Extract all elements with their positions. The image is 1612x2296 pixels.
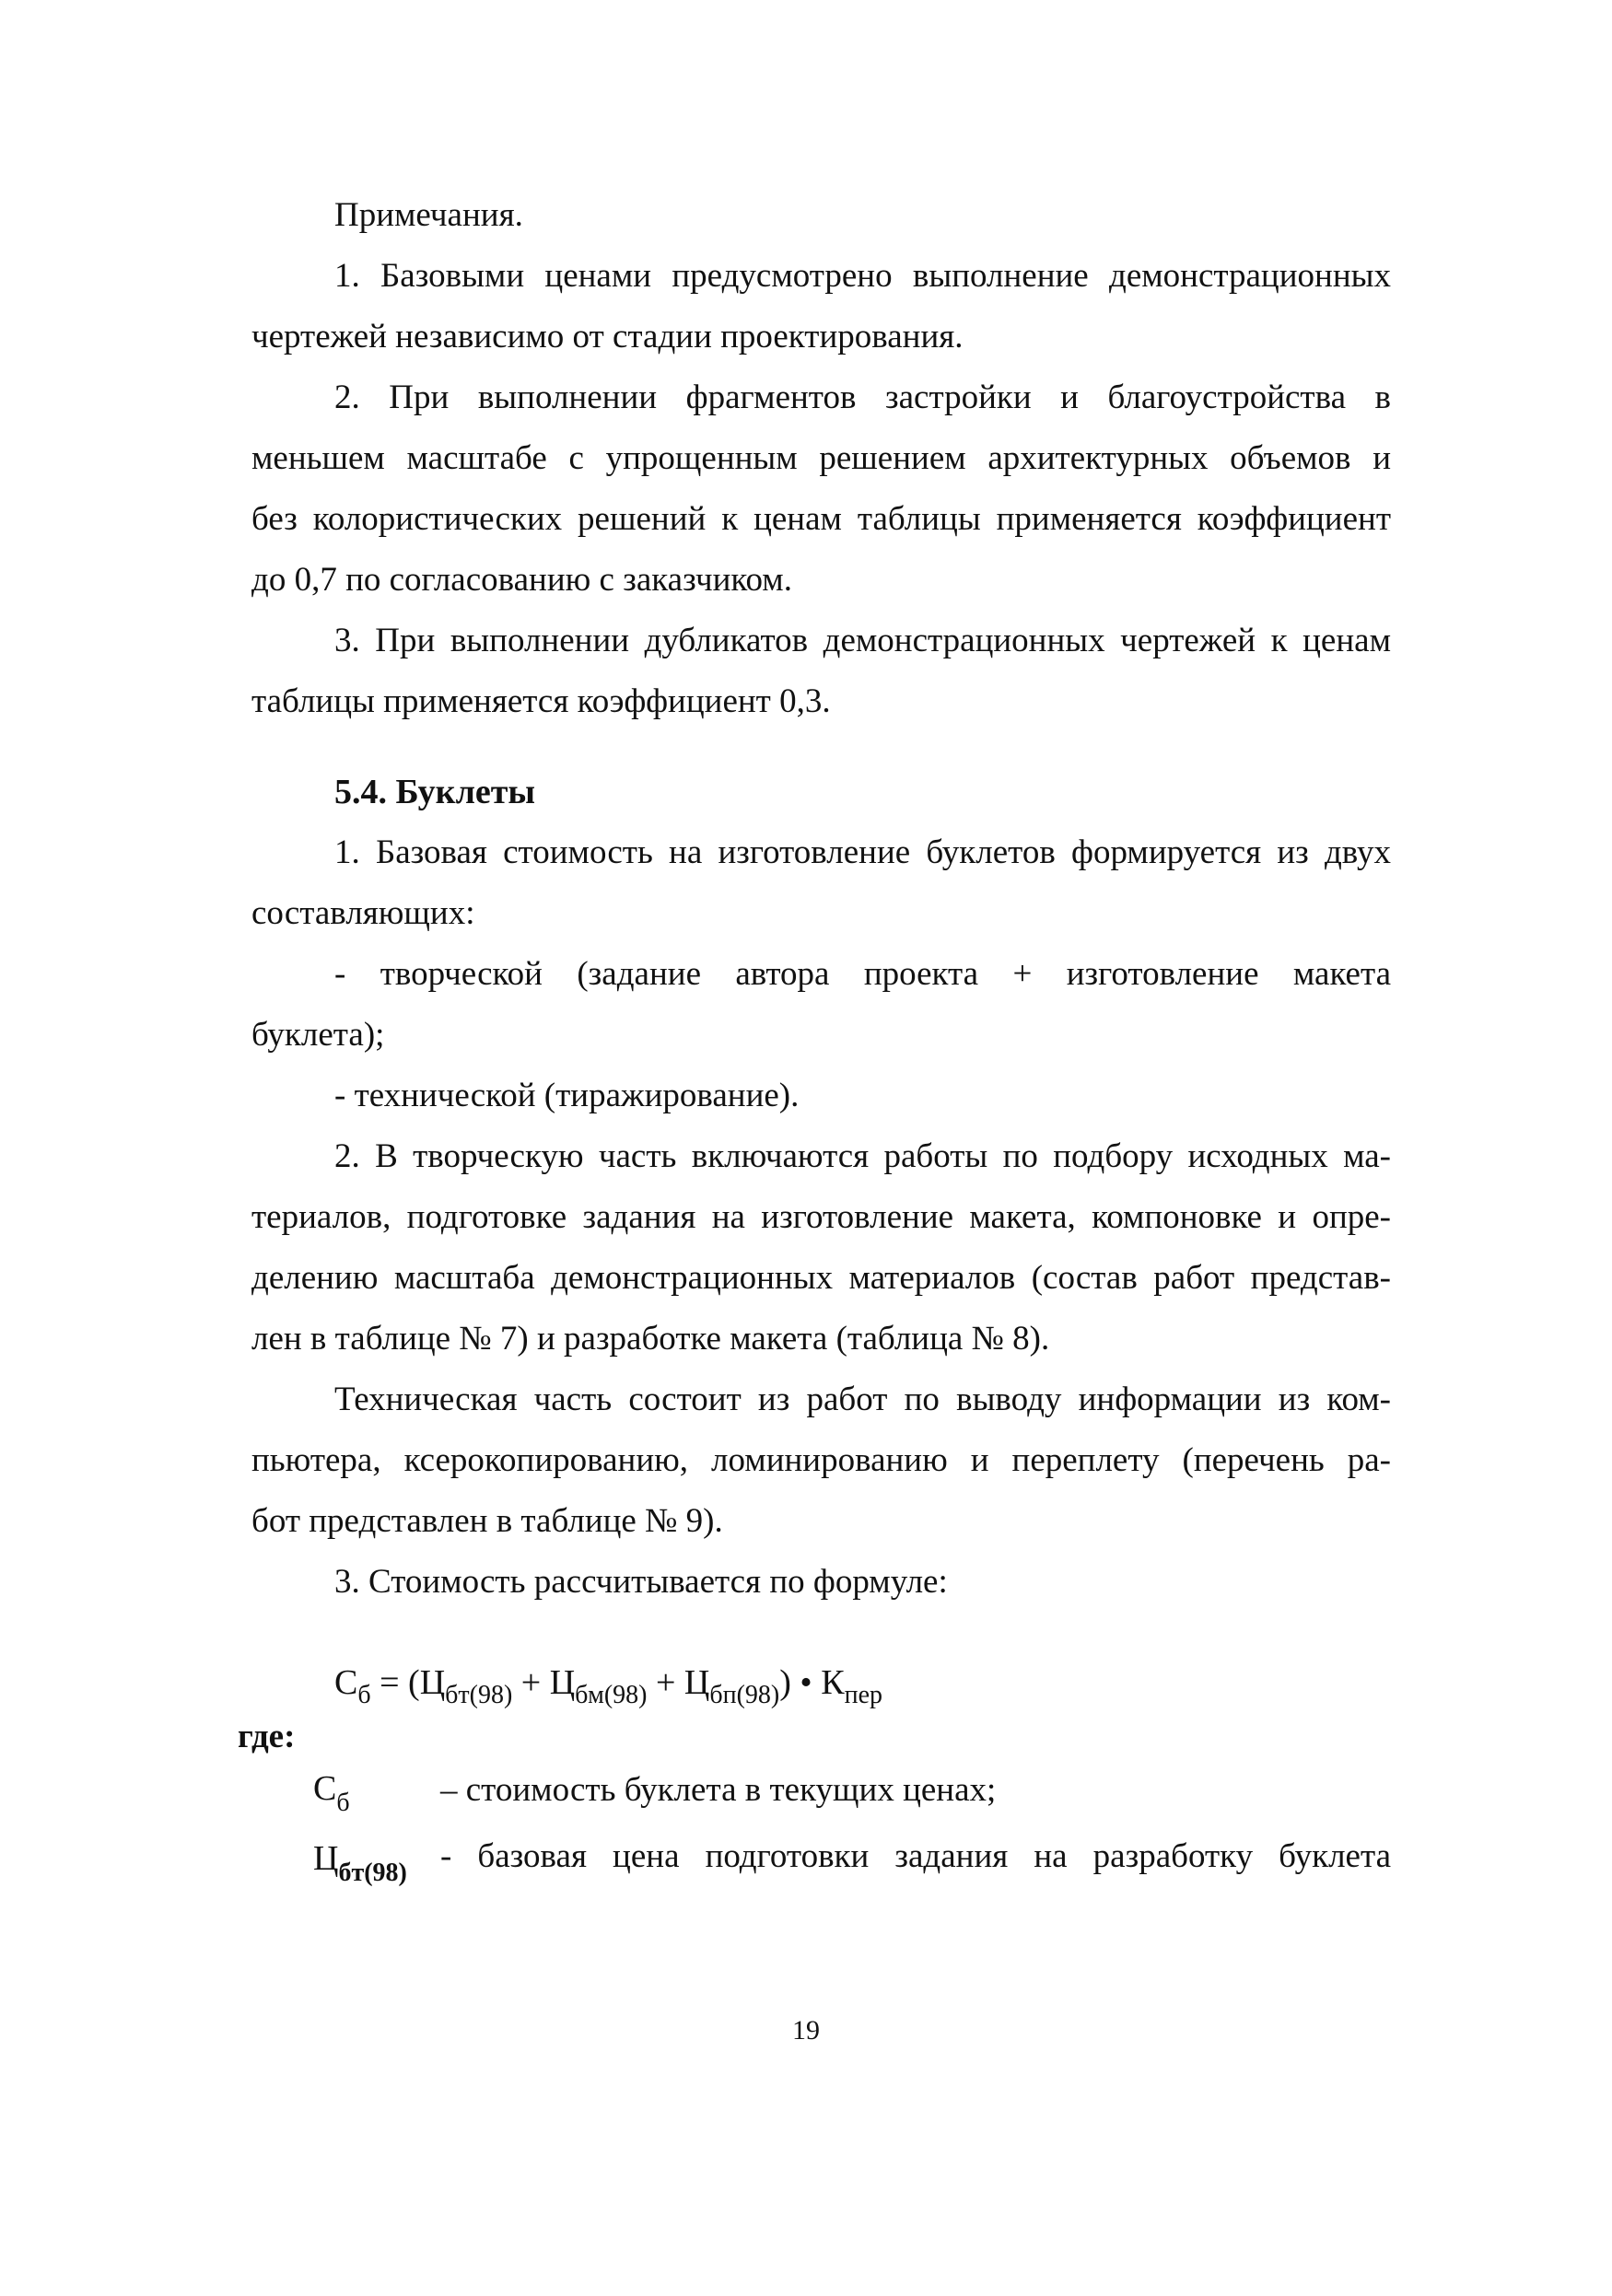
para-4: 3. Стоимость рассчитывается по формуле: [334,1563,948,1601]
para-1-line-2: составляющих: [251,894,475,932]
formula-lhs: С [334,1663,358,1702]
bullet-1-line-1: - творческой (задание автора проекта + изготовление макета [334,955,1391,993]
formula-term-2-sub: бм(98) [575,1681,648,1709]
formula-plus-2: + Ц [647,1663,710,1702]
formula-close: ) • К [779,1663,845,1702]
para-2-line-3: делению масштаба демонстрационных материалов (состав работ представ- [251,1259,1391,1297]
note-2-line-1: 2. При выполнении фрагментов застройки и благоустройства в [334,379,1391,416]
para-3-line-1: Техническая часть состоит из работ по выводу информации из ком- [334,1381,1391,1418]
formula-term-1-sub: бт(98) [445,1681,513,1709]
note-1-line-2: чертежей независимо от стадии проектирования. [251,318,964,355]
def-2-symbol: $Ц_{бт(98)}$ [313,1839,407,1887]
para-2-line-2: териалов, подготовке задания на изготовление макета, компоновке и опре- [251,1198,1391,1236]
formula-term-3-sub: бп(98) [709,1681,780,1709]
note-2-line-4: до 0,7 по согласованию с заказчиком. [251,561,792,599]
note-3-line-2: таблицы применяется коэффициент 0,3. [251,682,831,720]
where-label: где: [238,1718,296,1755]
para-2-line-4: лен в таблице № 7) и разработке макета (таблица № 8). [251,1320,1050,1358]
note-3-line-1: 3. При выполнении дубликатов демонстрационных чертежей к ценам [334,622,1391,659]
formula-plus-1: + Ц [512,1663,576,1702]
def-1-symbol: $С_б$ [313,1769,350,1817]
cost-formula [334,1662,882,1710]
note-2-line-3: без колористических решений к ценам таблицы применяется коэффициент [251,500,1391,538]
para-3-line-3: бот представлен в таблице № 9). [251,1502,723,1540]
para-1-line-1: 1. Базовая стоимость на изготовление буклетов формируется из двух [334,833,1391,871]
page-number: 19 [792,2015,820,2045]
para-2-line-1: 2. В творческую часть включаются работы по подбору исходных ма- [334,1137,1391,1175]
def-2-text: - базовая цена подготовки задания на разработку буклета [440,1837,1391,1875]
formula-lhs-sub: б [357,1681,371,1709]
note-2-line-2: меньшем масштабе с упрощенным решением архитектурных объемов и [251,439,1391,477]
formula-open: = (Ц [370,1663,446,1702]
formula-k-sub: пер [844,1681,882,1709]
note-1-line-1: 1. Базовыми ценами предусмотрено выполнение демонстрационных [334,257,1391,295]
section-heading: 5.4. Буклеты [334,773,536,811]
notes-title: Примечания. [334,196,523,234]
def-1-text: – стоимость буклета в текущих ценах; [440,1771,997,1809]
bullet-2: - технической (тиражирование). [334,1077,800,1114]
bullet-1-line-2: буклета); [251,1016,385,1054]
para-3-line-2: пьютера, ксерокопированию, ломинированию и переплету (перечень ра- [251,1441,1391,1479]
